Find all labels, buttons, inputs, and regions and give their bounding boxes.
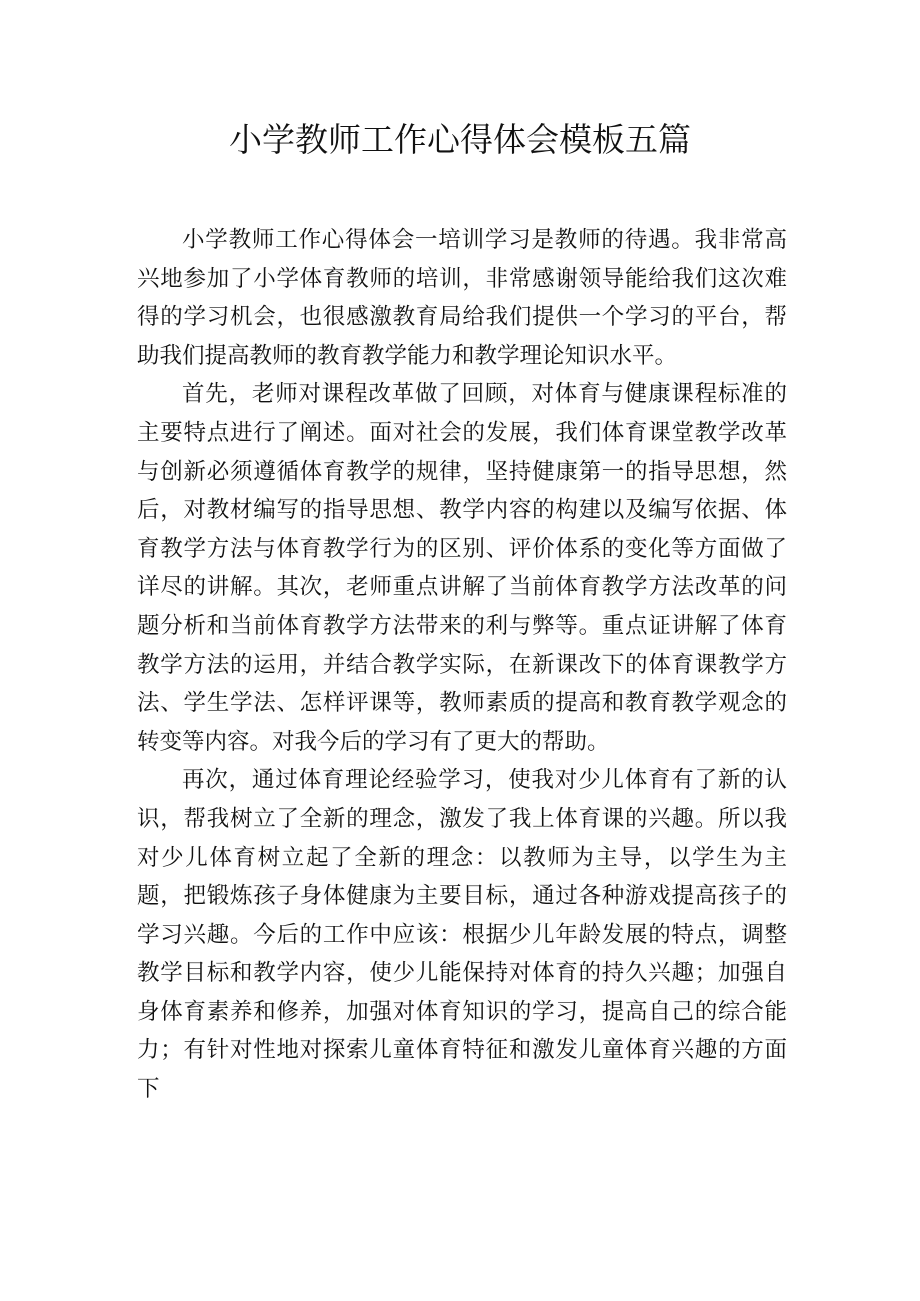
paragraph-3: 再次，通过体育理论经验学习，使我对少儿体育有了新的认识，帮我树立了全新的理念，激发了我上体育课的兴趣。所以我对少儿体育树立起了全新的理念：以教师为主导，以学生为主题，把锻炼孩子身体健康为主要目标，通过各种游戏提高孩子的学习兴趣。今后的工作中应该：根据少儿年龄发展的特点，调整教学目标和教学内容，使少儿能保持对体育的持久兴趣；加强自身体育素养和修养，加强对体育知识的学习，提高自己的综合能力；有针对性地对探索儿童体育特征和激发儿童体育兴趣的方面下 (137, 767, 787, 1103)
document-title: 小学教师工作心得体会模板五篇 (229, 120, 691, 159)
paragraph-2: 首先，老师对课程改革做了回顾，对体育与健康课程标准的主要特点进行了阐述。面对社会的发展，我们体育课堂教学改革与创新必须遵循体育教学的规律，坚持健康第一的指导思想，然后，对教材编写的指导思想、教学内容的构建以及编写依据、体育教学方法与体育教学行为的区别、评价体系的变化等方面做了详尽的讲解。其次，老师重点讲解了当前体育教学方法改革的问题分析和当前体育教学方法带来的利与弊等。重点证讲解了体育教学方法的运用，并结合教学实际，在新课改下的体育课教学方法、学生学法、怎样评课等，教师素质的提高和教育教学观念的转变等内容。对我今后的学习有了更大的帮助。 (137, 381, 787, 755)
document-body (137, 221, 787, 1109)
paragraph-1: 小学教师工作心得体会一培训学习是教师的待遇。我非常高兴地参加了小学体育教师的培训，非常感谢领导能给我们这次难得的学习机会，也很感激教育局给我们提供一个学习的平台，帮助我们提高教师的教育教学能力和教学理论知识水平。 (137, 227, 787, 369)
